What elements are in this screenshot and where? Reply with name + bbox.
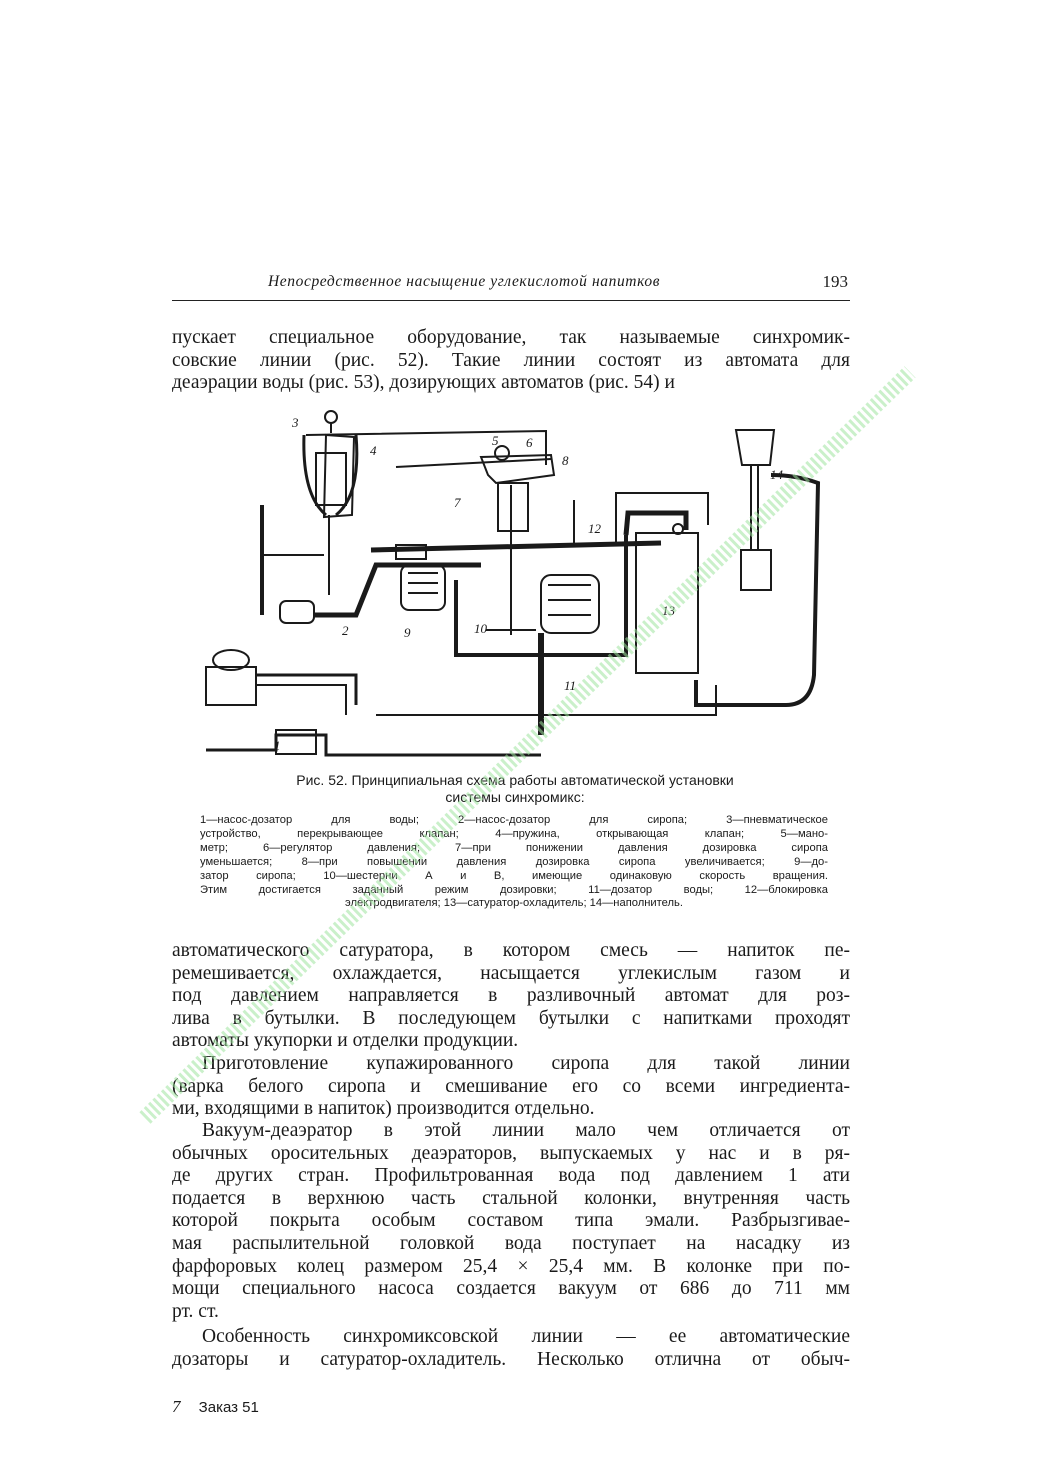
intro-paragraph	[172, 327, 850, 395]
paragraph-deaerator	[172, 1120, 850, 1323]
text-line: совские линии (рис. 52). Такие линии состоят из автомата для	[172, 349, 850, 371]
label-1: 1	[274, 738, 281, 753]
text-line: (варка белого сиропа и смешивание его со всеми ингредиента-	[172, 1075, 850, 1097]
text-line: Особенность синхромиксовской линии — ее автоматические	[202, 1326, 850, 1347]
text-line: пускает специальное оборудование, так называемые синхромик-	[172, 327, 850, 348]
text-line: обычных оросительных деаэраторов, выпускаемых у нас и в ря-	[172, 1142, 850, 1164]
paragraph-syrup	[172, 1053, 850, 1121]
text-line: автоматы укупорки и отделки продукции.	[172, 1030, 519, 1052]
signature-number: 7	[172, 1397, 181, 1416]
legend-line: Этим достигается заданный режим дозировки; 11—дозатор воды; 12—блокировка	[200, 883, 828, 896]
label-12: 12	[588, 521, 601, 536]
text-line: мая распылительной головкой вода поступает на насадку из	[172, 1232, 850, 1254]
label-14: 14	[770, 467, 783, 482]
text-line: лива в бутылки. В последующем бутылки с напитками проходят	[172, 1007, 850, 1029]
label-2: 2	[342, 623, 349, 638]
figure-52-schematic	[196, 405, 846, 770]
caption-line: системы синхромикс:	[445, 789, 585, 805]
legend-line: электродвигателя; 13—сатуратор-охладитель; 14—наполнитель.	[345, 897, 683, 910]
text-line: де других стран. Профильтрованная вода под давлением 1 ати	[172, 1165, 850, 1187]
caption-line: Рис. 52. Принципиальная схема работы автоматической установки	[296, 772, 734, 788]
text-line: фарфоровых колец размером 25,4 × 25,4 мм. В колонке при по-	[172, 1255, 850, 1277]
page-number: 193	[822, 272, 848, 291]
running-title: Непосредственное насыщение углекислотой напитков	[268, 273, 661, 290]
text-line: которой покрыта особым составом типа эмали. Разбрызгивае-	[172, 1210, 850, 1232]
text-line: автоматического сатуратора, в котором смесь — напиток пе-	[172, 940, 850, 961]
text-line: под давлением направляется в разливочный автомат для роз-	[172, 985, 850, 1007]
figure-caption-title	[200, 772, 830, 806]
text-line: рт. ст.	[172, 1300, 219, 1322]
legend-line: устройство, перекрывающее клапан; 4—пружина, открывающая клапан; 5—мано-	[200, 827, 828, 840]
label-7: 7	[454, 495, 461, 510]
text-line: ми, входящими в напиток) производится отдельно.	[172, 1098, 595, 1120]
legend-line: затор сиропа; 10—шестерни А и В, имеющие одинаковую скорость вращения.	[200, 869, 828, 882]
text-line: Вакуум-деаэратор в этой линии мало чем отличается от	[202, 1120, 850, 1141]
legend-line: уменьшается; 8—при повышении давления дозировка сиропа увеличивается; 9—до-	[200, 855, 828, 868]
label-8: 8	[562, 453, 569, 468]
label-6: 6	[526, 435, 533, 450]
label-5: 5	[492, 433, 499, 448]
label-10: 10	[474, 621, 487, 636]
label-11: 11	[564, 678, 577, 693]
text-line: мощи специального насоса создается вакуум от 686 до 711 мм	[172, 1278, 850, 1300]
label-9: 9	[404, 625, 411, 640]
page-footer	[172, 1397, 259, 1417]
text-line: ремешивается, охлаждается, насыщается углекислым газом и	[172, 962, 850, 984]
text-line: деаэрации воды (рис. 53), дозирующих автоматов (рис. 54) и	[172, 372, 675, 394]
paragraph-saturator	[172, 940, 850, 1053]
legend-line: 1—насос-дозатор для воды; 2—насос-дозатор для сиропа; 3—пневматическое	[200, 814, 828, 826]
text-line: подается в верхнюю часть стальной колонки, внутренняя часть	[172, 1187, 850, 1209]
legend-line: метр; 6—регулятор давления; 7—при понижении давления дозировка сиропа	[200, 841, 828, 854]
schematic-diagram	[196, 405, 846, 770]
label-3: 3	[292, 415, 299, 430]
order-text: Заказ 51	[198, 1399, 259, 1416]
running-header	[172, 270, 850, 301]
label-13: 13	[662, 603, 675, 618]
text-line: Приготовление купажированного сиропа для такой линии	[202, 1053, 850, 1074]
figure-legend	[200, 814, 828, 911]
paragraph-synchromix	[172, 1326, 850, 1371]
label-4: 4	[370, 443, 377, 458]
text-line: дозаторы и сатуратор-охладитель. Несколько отлична от обыч-	[172, 1348, 850, 1370]
